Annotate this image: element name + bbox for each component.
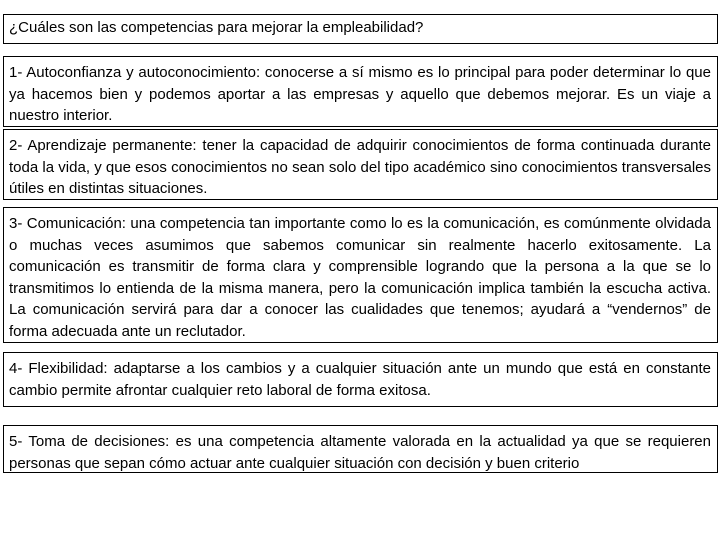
competency-item-decision-making: 5- Toma de decisiones: es una competencia altamente valorada en la actualidad ya que se requieren personas que sepan cómo actuar ante cualquier situación con decisión y buen criterio [3,425,718,473]
competency-item-flexibility: 4- Flexibilidad: adaptarse a los cambios y a cualquier situación ante un mundo que está en constante cambio permite afrontar cualquier reto laboral de forma exitosa. [3,352,718,407]
competency-item-self-confidence: 1- Autoconfianza y autoconocimiento: conocerse a sí mismo es lo principal para poder determinar lo que ya hacemos bien y podemos aportar a las empresas y aquello que debemos mejorar. Es un viaje a nuestro interior. [3,56,718,127]
page-title: ¿Cuáles son las competencias para mejorar la empleabilidad? [3,14,718,44]
competency-item-lifelong-learning: 2- Aprendizaje permanente: tener la capacidad de adquirir conocimientos de forma continuada durante toda la vida, y que esos conocimientos no sean solo del tipo académico sino conocimientos transversales útiles en distintas situaciones. [3,129,718,200]
competency-item-communication: 3- Comunicación: una competencia tan importante como lo es la comunicación, es comúnmente olvidada o muchas veces asumimos que sabemos comunicar sin realmente hacerlo exitosamente. La comunicación es transmitir de forma clara y comprensible logrando que la persona a la que se lo transmitimos lo entienda de la misma manera, pero la comunicación implica también la escucha activa. La comunicación servirá para dar a conocer las cualidades que tenemos; ayudará a “vendernos” de forma adecuada ante un reclutador. [3,207,718,343]
